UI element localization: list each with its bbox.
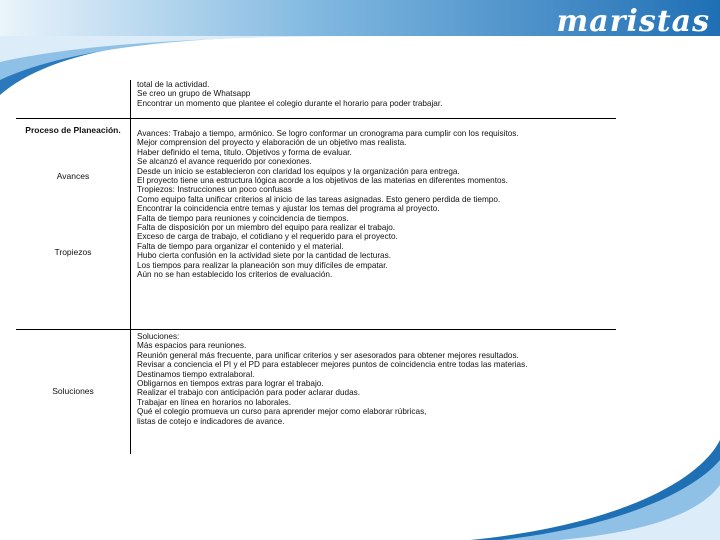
tropiezos-line: Tropiezos: Instrucciones un poco confusas	[137, 185, 292, 195]
soluciones-line: Realizar el trabajo con anticipación para poder aclarar dudas.	[137, 388, 361, 398]
soluciones-line: Trabajar en línea en horarios no laborales.	[137, 397, 291, 407]
soluciones-line: Revisar a conciencia el PI y el PD para establecer mejores puntos de coincidencia entre todas las materias.	[137, 360, 528, 370]
avances-line: Desde un inicio se establecieron con claridad los equipos y la organización para entrega.	[137, 166, 460, 176]
soluciones-line: Obligarnos en tiempos extras para lograr el trabajo.	[137, 379, 324, 389]
planning-table	[16, 80, 616, 454]
table-left-cell	[16, 330, 131, 454]
avances-line: Mejor comprension del proyecto y elaboración de un objetivo mas realista.	[137, 138, 407, 148]
text-line: total de la actividad.	[137, 80, 210, 89]
soluciones-line: Soluciones:	[137, 332, 180, 341]
avances-line: El proyecto tiene una estructura lógica acorde a los objetivos de las materias en diferentes momentos.	[137, 176, 508, 186]
tropiezos-line: Falta de tiempo para organizar el contenido y el material.	[137, 241, 344, 251]
tropiezos-line: Aún no se han establecido los criterios de evaluación.	[137, 270, 333, 280]
soluciones-line: Qué el colegio promueva un curso para aprender mejor como elaborar rúbricas,	[137, 407, 427, 417]
tropiezos-line: Encontrar la coincidencia entre temas y ajustar los temas del programa al proyecto.	[137, 204, 440, 214]
text-line: Encontrar un momento que plantee el colegio durante el horario para poder trabajar.	[137, 98, 443, 108]
avances-tropiezos-text	[131, 119, 616, 329]
footer-decoration	[0, 440, 720, 540]
section-heading: Proceso de Planeación.	[25, 125, 121, 135]
tropiezos-line: Hubo cierta confusión en la actividad siete por la cantidad de lecturas.	[137, 251, 391, 261]
text-line: Se creo un grupo de Whatsapp	[137, 89, 251, 99]
soluciones-line: listas de cotejo e indicadores de avance.	[137, 416, 285, 426]
soluciones-line: Reunión general más frecuente, para unificar criterios y ser asesorados para obtener mejores resultados.	[137, 350, 519, 360]
soluciones-line: Destinamos tiempo extralaboral.	[137, 369, 255, 379]
table-row-avances-tropiezos	[16, 119, 616, 330]
tropiezos-line: Los tiempos para realizar la planeación son muy difíciles de empatar.	[137, 260, 388, 270]
table-row-intro	[16, 80, 616, 119]
tropiezos-line: Falta de disposición por un miembro del equipo para realizar el trabajo.	[137, 223, 396, 233]
table-left-cell	[16, 80, 131, 118]
table-row-soluciones	[16, 330, 616, 454]
table-left-cell	[16, 119, 131, 329]
tropiezos-line: Como equipo falta unificar criterios al inicio de las tareas asignadas. Esto genero perdida de tiempo.	[137, 194, 501, 204]
avances-line: Avances: Trabajo a tiempo, armónico. Se logro conformar un cronograma para cumplir con los requisitos.	[137, 129, 519, 138]
tropiezos-label: Tropiezos	[54, 247, 92, 257]
soluciones-text	[131, 330, 616, 454]
avances-line: Haber definido el tema, titulo. Objetivos y forma de evaluar.	[137, 147, 352, 157]
maristas-logo: maristas	[556, 4, 710, 39]
soluciones-line: Más espacios para reuniones.	[137, 341, 247, 351]
avances-label: Avances	[56, 171, 90, 181]
intro-text	[131, 80, 616, 118]
tropiezos-line: Falta de tiempo para reuniones y coincidencia de tiempos.	[137, 213, 349, 223]
soluciones-label: Soluciones	[52, 386, 94, 396]
avances-line: Se alcanzó el avance requerido por conexiones.	[137, 157, 312, 167]
tropiezos-line: Exceso de carga de trabajo, el cotidiano y el requerido para el proyecto.	[137, 232, 398, 242]
